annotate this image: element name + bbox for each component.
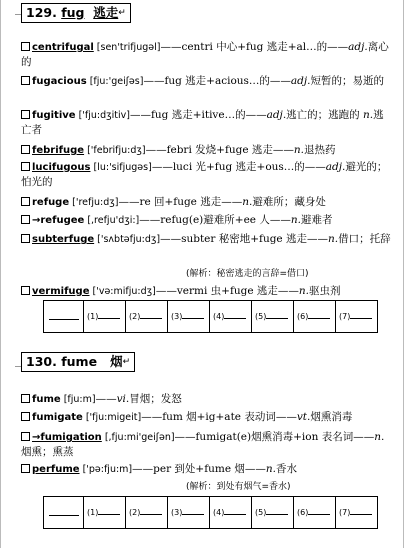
meaning: 香水: [276, 463, 297, 475]
phonetic: ['pə:fju:m]: [79, 464, 133, 475]
entry-word: refuge: [32, 197, 70, 208]
answer-blank[interactable]: [44, 497, 84, 529]
part-of-speech: n.: [290, 214, 301, 226]
meaning: 烟熏；熏蒸: [21, 446, 74, 458]
part-of-speech: adj.: [348, 41, 368, 53]
entry-word: →refugee: [32, 215, 85, 226]
phonetic: [fju:'geiʃəs]: [86, 76, 144, 87]
phonetic: ['sʌbtəfju:dʒ]: [94, 234, 161, 245]
checkbox[interactable]: [21, 76, 30, 85]
entry-febrifuge: [21, 143, 393, 158]
section-root: fume: [61, 354, 98, 369]
practice-cell[interactable]: (2): [126, 301, 168, 333]
entry-perfume: [21, 462, 393, 477]
entry-word: lucifugous: [32, 162, 91, 173]
entry-word: centrifugal: [32, 42, 94, 53]
etymology: ——fug 逃走+acious…的——: [143, 75, 291, 87]
entry-lucifugous: [21, 160, 393, 189]
meaning: 离心的: [21, 41, 389, 68]
checkbox[interactable]: [21, 162, 30, 171]
etymology: ——febri 发烧+fuge 逃走——: [145, 144, 294, 156]
part-of-speech: n.: [374, 431, 385, 443]
etymology: ——subter 秘密地+fuge 逃走——: [160, 233, 328, 245]
part-of-speech: n.: [293, 144, 304, 156]
phonetic: ['febrifju:dʒ]: [84, 145, 146, 156]
checkbox[interactable]: [21, 110, 30, 119]
entry-vermifuge: [21, 284, 393, 299]
part-of-speech: vt.: [296, 411, 311, 423]
phonetic: ['və:mifju:dʒ]: [89, 286, 156, 297]
practice-cell[interactable]: (4): [210, 301, 252, 333]
section-root: fug: [61, 5, 85, 20]
analysis-note: (解析：秘密逃走的言辞=借口): [186, 269, 309, 279]
entry-refugee: [21, 213, 393, 228]
checkbox[interactable]: [21, 197, 30, 206]
meaning-2: 逃亡者: [21, 109, 384, 136]
practice-cell[interactable]: (3): [168, 301, 210, 333]
practice-cell[interactable]: (4): [210, 497, 252, 529]
practice-cell[interactable]: (7): [336, 497, 378, 529]
etymology: ——refug(e)避难所+ee 人——: [139, 214, 291, 226]
practice-table-130: [43, 496, 378, 529]
meaning: 避光的；怕光的: [21, 161, 388, 188]
checkbox[interactable]: [21, 42, 30, 51]
etymology: ——centri 中心+fug 逃走+al…的——: [160, 41, 349, 53]
section-number: 130.: [26, 354, 57, 369]
practice-table-129: [43, 300, 378, 333]
entry-refuge: [21, 195, 393, 210]
phonetic: [fju:m]: [60, 394, 96, 405]
part-of-speech: n.: [242, 196, 253, 208]
practice-cell[interactable]: (7): [336, 301, 378, 333]
phonetic: [,refju'dʒi:]: [84, 215, 140, 226]
etymology: ——: [95, 393, 117, 405]
entry-subterfuge: [21, 232, 393, 247]
meaning: 冒烟；发怒: [129, 393, 182, 405]
part-of-speech: n.: [298, 285, 309, 297]
etymology: ——luci 光+fug 逃走+ous…的——: [151, 161, 326, 173]
checkbox[interactable]: [21, 432, 30, 441]
etymology: ——re 回+fuge 逃走——: [118, 196, 243, 208]
part-of-speech: adj.: [325, 161, 346, 173]
checkbox[interactable]: [21, 464, 30, 473]
checkbox[interactable]: [21, 234, 30, 243]
section-meaning: 逃走: [93, 5, 119, 20]
meaning: 避难所；藏身处: [252, 196, 326, 208]
entry-word: subterfuge: [32, 234, 95, 245]
checkbox[interactable]: [21, 394, 30, 403]
entry-word: fumigate: [32, 412, 83, 423]
practice-cell[interactable]: (6): [294, 301, 336, 333]
entry-word: fugitive: [32, 110, 76, 121]
section-header-129: [21, 3, 131, 23]
practice-cell[interactable]: (5): [252, 301, 294, 333]
checkbox[interactable]: [21, 412, 30, 421]
return-mark: ↵: [122, 357, 131, 367]
entry-fumigate: [21, 410, 393, 425]
meaning: 烟熏消毒: [310, 411, 353, 423]
part-of-speech: n.: [265, 463, 276, 475]
etymology: ——per 到处+fume 烟——: [132, 463, 266, 475]
part-of-speech: vi.: [116, 393, 130, 405]
etymology: ——fumigat(e)烟熏消毒+ion 表名词——: [174, 431, 375, 443]
entry-fume: [21, 392, 393, 407]
practice-cell[interactable]: (2): [126, 497, 168, 529]
checkbox[interactable]: [21, 215, 30, 224]
phonetic: ['refju:dʒ]: [69, 197, 119, 208]
phonetic: [,fju:mi'geiʃən]: [101, 432, 175, 443]
phonetic: [lu:'sifjugəs]: [90, 162, 152, 173]
section-number: 129.: [26, 5, 57, 20]
meaning: 逃亡的；逃跑的: [286, 109, 363, 121]
etymology: ——fug 逃走+itive…的——: [129, 109, 267, 121]
entry-fugitive: [21, 108, 393, 137]
practice-cell[interactable]: (3): [168, 497, 210, 529]
answer-blank[interactable]: [44, 301, 84, 333]
part-of-speech-2: n.: [363, 109, 374, 121]
phonetic: [sen'trifjugəl]: [93, 42, 161, 53]
analysis-note: (解析：到处有烟气=香水): [186, 482, 291, 492]
meaning: 避难者: [300, 214, 333, 226]
practice-cell[interactable]: (6): [294, 497, 336, 529]
return-mark: ↵: [118, 8, 126, 18]
practice-cell[interactable]: (1): [84, 301, 126, 333]
entry-word: fume: [32, 394, 61, 405]
phonetic: ['fju:migeit]: [82, 412, 142, 423]
practice-cell[interactable]: (5): [252, 497, 294, 529]
part-of-speech: adj.: [290, 75, 311, 87]
entry-word: →fumigation: [32, 432, 102, 443]
practice-cell[interactable]: (1): [84, 497, 126, 529]
entry-fumigation: [21, 430, 393, 459]
etymology: ——vermi 虫+fuge 逃走——: [155, 285, 299, 297]
section-meaning: 烟: [110, 354, 123, 369]
entry-fugacious: [21, 74, 393, 89]
entry-word: fugacious: [32, 76, 87, 87]
entry-centrifugal: [21, 40, 393, 69]
part-of-speech: adj.: [266, 109, 287, 121]
meaning: 退热药: [303, 144, 336, 156]
entry-word: vermifuge: [32, 286, 90, 297]
meaning: 短暂的；易逝的: [310, 75, 384, 87]
checkbox[interactable]: [21, 286, 30, 295]
entry-word: perfume: [32, 464, 80, 475]
entry-word: febrifuge: [32, 145, 85, 156]
phonetic: ['fju:dʒitiv]: [75, 110, 130, 121]
meaning: 借口；托辞: [338, 233, 391, 245]
checkbox[interactable]: [21, 145, 30, 154]
section-header-130: [21, 352, 135, 372]
etymology: ——fum 烟+ig+ate 表动词——: [141, 411, 297, 423]
part-of-speech: n.: [327, 233, 339, 245]
meaning: 驱虫剂: [309, 285, 341, 297]
